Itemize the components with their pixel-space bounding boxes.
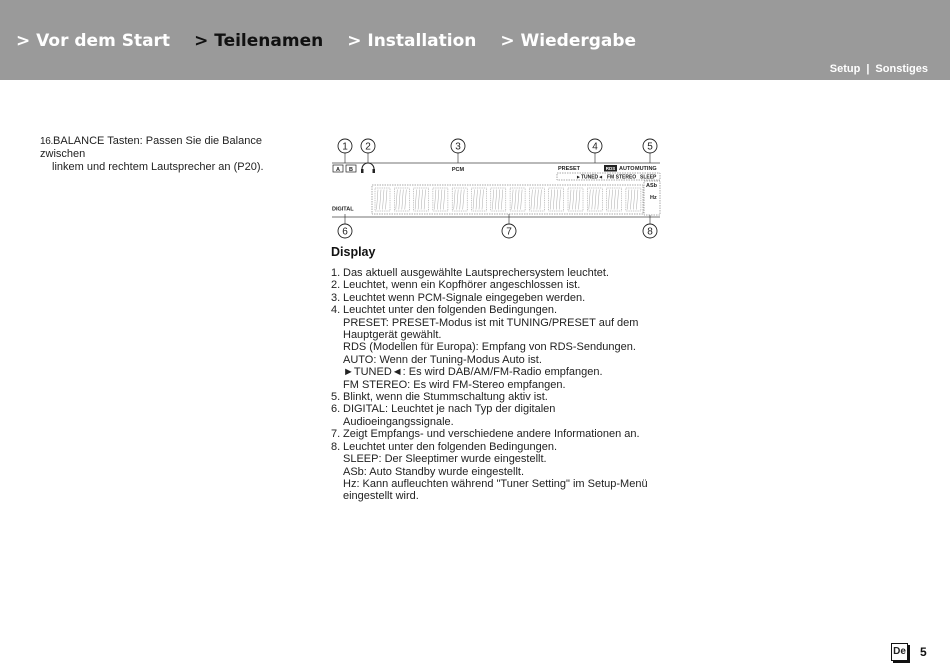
sub-nav [830, 63, 928, 75]
description-text: ASb: Auto Standby wurde eingestellt. [343, 465, 525, 478]
segment-hatch [418, 190, 420, 210]
segment-hatch [457, 190, 459, 210]
segment-hatch [402, 190, 404, 210]
segment-hatch [440, 190, 442, 210]
callout-5-label: 5 [647, 141, 653, 153]
segment-hatch [479, 190, 481, 210]
description-item [331, 329, 661, 341]
segment-hatch [518, 190, 520, 210]
description-text: FM STEREO: Es wird FM-Stereo empfangen. [343, 378, 566, 391]
nav-installation[interactable]: > Installation [347, 31, 477, 51]
description-text: AUTO: Wenn der Tuning-Modus Auto ist. [343, 353, 542, 366]
segment-hatch [434, 190, 436, 210]
description-item [331, 453, 661, 465]
segment-hatch [512, 190, 513, 210]
callout-7-label: 7 [506, 226, 512, 238]
segment-hatch [399, 190, 401, 210]
callout-4-label: 4 [592, 141, 598, 153]
description-text: Leuchtet unter den folgenden Bedingungen. [343, 304, 558, 317]
description-number [331, 490, 343, 502]
description-text: Das aktuell ausgewählte Lautsprechersystem leuchtet. [343, 267, 609, 279]
description-item [331, 304, 661, 316]
segment-hatch [482, 190, 484, 210]
description-text: Leuchtet unter den folgenden Bedingungen. [343, 440, 558, 453]
language-badge: De [891, 643, 908, 661]
segment-hatch [386, 190, 388, 210]
callout-3-label: 3 [455, 141, 461, 153]
description-item [331, 490, 661, 502]
segment-hatch [579, 190, 581, 210]
main-nav [16, 31, 660, 51]
description-number [331, 329, 343, 341]
segment-hatch [595, 190, 597, 210]
callout-1-label: 1 [342, 141, 348, 153]
description-number [331, 341, 343, 353]
segment-hatch [421, 190, 423, 210]
subnav-separator: | [866, 63, 870, 75]
segment-hatch [573, 190, 575, 210]
balance-note-line2: linkem und rechtem Lautsprecher an (P20). [52, 161, 264, 173]
description-text: Leuchtet, wenn ein Kopfhörer angeschlossen ist. [343, 279, 581, 292]
tuned-indicator: ►TUNED◄ [576, 174, 604, 181]
description-number: 5. [331, 391, 341, 404]
segment-hatch [559, 190, 561, 210]
description-item [331, 366, 661, 378]
description-item [331, 341, 661, 353]
segment-hatch [492, 190, 494, 210]
balance-note-line1: BALANCE Tasten: Passen Sie die Balance zwischen [40, 135, 262, 160]
description-text: SLEEP: Der Sleeptimer wurde eingestellt. [343, 453, 547, 466]
description-number [331, 466, 343, 478]
display-diagram [328, 136, 664, 242]
rds-indicator: RDS [605, 166, 616, 172]
callout-8-label: 8 [647, 226, 653, 238]
description-text: Zeigt Empfangs- und verschiedene andere Informationen an. [343, 428, 640, 441]
callout-2-label: 2 [365, 141, 371, 153]
segment-hatch [633, 190, 635, 210]
description-item [331, 354, 661, 366]
segment-hatch [537, 190, 539, 210]
segment-hatch [424, 190, 426, 210]
speaker-b-label: B [349, 167, 353, 173]
segment-hatch [589, 190, 591, 210]
segment-hatch [460, 190, 462, 210]
segment-hatch [495, 190, 497, 210]
description-text: PRESET: PRESET-Modus ist mit TUNING/PRESET auf dem [343, 316, 639, 329]
auto-indicator: AUTO [619, 166, 635, 172]
description-item [331, 478, 661, 490]
segment-cells [375, 188, 641, 211]
segment-hatch [592, 190, 594, 210]
segment-hatch [437, 190, 439, 210]
segment-hatch [614, 190, 616, 210]
segment-hatch [454, 190, 456, 210]
segment-hatch [627, 190, 629, 210]
headphones-right-cup [373, 169, 376, 173]
segment-hatch [473, 190, 475, 210]
section-title: Display [331, 245, 376, 259]
segment-hatch [521, 190, 523, 210]
segment-hatch [570, 190, 572, 210]
description-item [331, 292, 661, 304]
callout-6 [338, 214, 352, 238]
description-number [331, 354, 343, 366]
description-text: ►TUNED◄: Es wird DAB/AM/FM-Radio empfangen. [343, 366, 603, 379]
segment-hatch [476, 190, 478, 210]
subnav-sonstiges-link[interactable]: Sonstiges [875, 63, 928, 75]
segment-hatch [463, 190, 465, 210]
segment-hatch [380, 190, 382, 210]
segment-hatch [531, 190, 533, 210]
headphones-left-cup [361, 169, 364, 173]
callout-3 [451, 139, 465, 163]
description-item [331, 403, 661, 428]
description-text: DIGITAL: Leuchtet je nach Typ der digitalen Audioeingangssignale. [343, 403, 556, 428]
description-text: Hauptgerät gewählt. [343, 329, 442, 342]
balance-note-number: 16. [40, 136, 54, 147]
description-number [331, 366, 343, 378]
callout-8 [643, 215, 657, 238]
description-item [331, 317, 661, 329]
description-text: RDS (Modellen für Europa): Empfang von RDS-Sendungen. [343, 341, 636, 354]
fm-stereo-indicator: FM STEREO [607, 174, 637, 181]
description-number [331, 379, 343, 391]
segment-hatch [534, 190, 536, 210]
description-text: eingestellt wird. [343, 490, 419, 503]
callout-1 [338, 139, 352, 163]
description-item [331, 466, 661, 478]
description-item [331, 379, 661, 391]
hz-indicator: Hz [650, 195, 657, 201]
segment-hatch [630, 190, 632, 210]
callout-5 [643, 139, 657, 163]
headphones-icon [362, 163, 374, 172]
segment-hatch [515, 190, 517, 210]
segment-hatch [608, 190, 610, 210]
segment-hatch [498, 190, 500, 210]
segment-hatch [556, 190, 558, 210]
digital-indicator: DIGITAL [332, 206, 354, 213]
description-item [331, 267, 661, 279]
sleep-indicator: SLEEP [640, 174, 657, 181]
nav-teilenamen[interactable]: > Teilenamen [194, 31, 324, 51]
description-item [331, 428, 661, 440]
nav-wiedergabe[interactable]: > Wiedergabe [500, 31, 637, 51]
asb-indicator: ASb [646, 183, 657, 189]
description-number: 1. [331, 267, 341, 279]
description-number [331, 317, 343, 329]
segment-hatch [636, 190, 638, 210]
description-text: Leuchtet wenn PCM-Signale eingegeben werden. [343, 291, 586, 304]
segment-hatch [501, 190, 503, 210]
segment-hatch [611, 190, 613, 210]
preset-indicator: PRESET [558, 166, 581, 172]
callout-6-label: 6 [342, 226, 348, 238]
segment-hatch [415, 190, 417, 210]
description-number: 7. [331, 428, 341, 441]
segment-hatch [550, 190, 552, 210]
segment-hatch [443, 190, 445, 210]
segment-hatch [540, 190, 542, 210]
description-item [331, 391, 661, 403]
segment-hatch [598, 190, 600, 210]
description-number: 3. [331, 291, 341, 304]
description-number: 6. [331, 403, 341, 416]
segment-hatch [383, 190, 385, 210]
segment-hatch [405, 190, 407, 210]
segment-hatch [617, 190, 619, 210]
pcm-indicator: PCM [451, 167, 465, 173]
page-number: 5 [920, 645, 927, 659]
callout-7 [502, 214, 516, 238]
segment-hatch [576, 190, 578, 210]
description-number: 8. [331, 440, 341, 453]
nav-vor-dem-start[interactable]: > Vor dem Start [16, 31, 171, 51]
callout-2 [361, 139, 375, 163]
description-list [331, 267, 661, 503]
description-item [331, 441, 661, 453]
description-number [331, 453, 343, 465]
top-header [0, 0, 950, 80]
description-number: 2. [331, 279, 341, 292]
speaker-a-label: A [336, 167, 340, 173]
segment-hatch [396, 190, 398, 210]
balance-note [40, 135, 310, 174]
callout-4 [588, 139, 602, 163]
segment-hatch [377, 190, 379, 210]
description-number [331, 478, 343, 490]
subnav-setup-link[interactable]: Setup [829, 63, 861, 75]
description-item [331, 279, 661, 291]
description-text: Hz: Kann aufleuchten während "Tuner Setting" im Setup-Menü [343, 477, 648, 490]
muting-indicator: MUTING [635, 166, 657, 172]
segment-hatch [553, 190, 555, 210]
description-text: Blinkt, wenn die Stummschaltung aktiv ist. [343, 391, 548, 404]
description-number: 4. [331, 304, 341, 317]
